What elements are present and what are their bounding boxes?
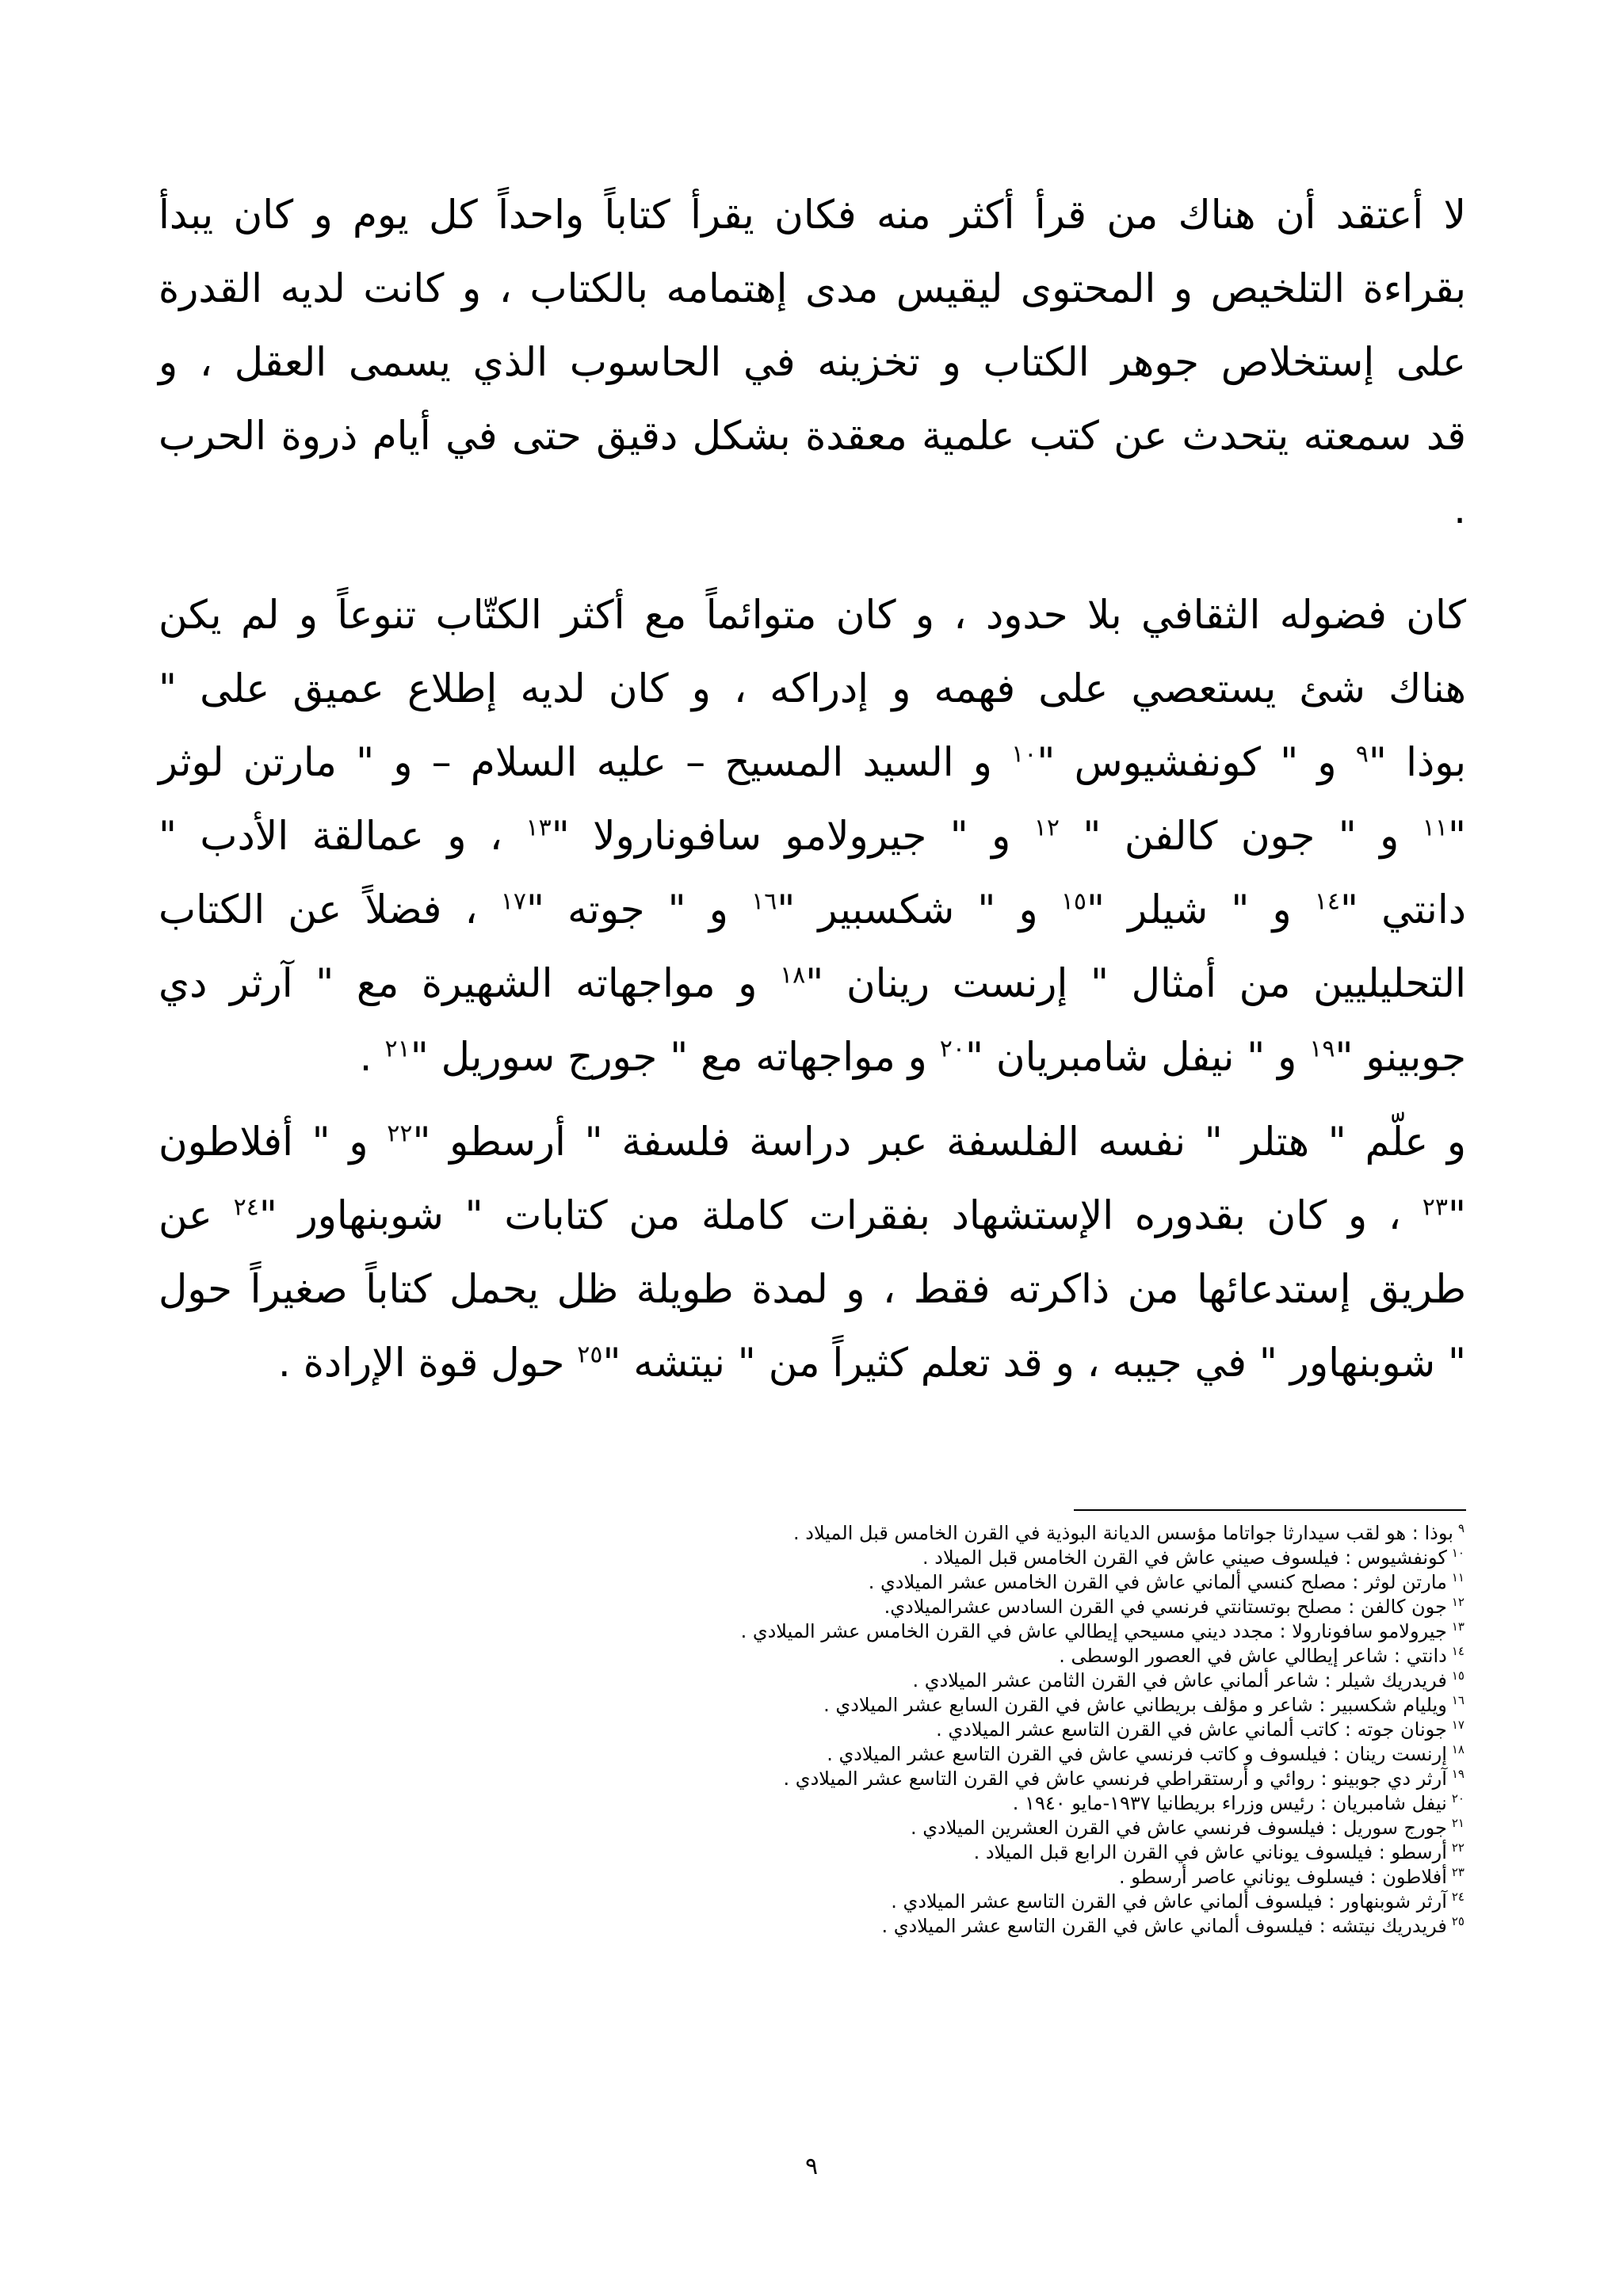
- footnote-text: كونفشيوس : فيلسوف صيني عاش في القرن الخامس قبل الميلاد .: [922, 1547, 1447, 1569]
- footnote-number: ١٨: [1451, 1742, 1465, 1756]
- footnote-text: جورج سوريل : فيلسوف فرنسي عاش في القرن العشرين الميلادي .: [911, 1817, 1447, 1839]
- footnote-marker: ٩: [1355, 740, 1369, 769]
- footnote-number: ١٦: [1451, 1693, 1465, 1707]
- paragraph-line: كان فضوله الثقافي بلا حدود ، و كان متوائماً مع أكثر الكتّاب تنوعاً و لم يكن: [158, 592, 1466, 638]
- footnote-text: مارتن لوثر : مصلح كنسي ألماني عاش في القرن الخامس عشر الميلادي .: [868, 1571, 1447, 1593]
- footnote-text: جون كالفن : مصلح بوتستانتي فرنسي في القرن السادس عشرالميلادي.: [884, 1596, 1447, 1618]
- footnote-marker: ٢٣: [1422, 1193, 1448, 1222]
- footnote-text: ويليام شكسبير : شاعر و مؤلف بريطاني عاش في القرن السابع عشر الميلادي .: [823, 1694, 1447, 1716]
- footnote-item: [434, 1669, 1465, 1693]
- footnote-marker: ٢١: [384, 1035, 411, 1063]
- paragraph-line: "$^{١١}$ و " جون كالفن " $^{١٢}$ و " جيرولامو سافونارولا "$^{١٣}$ ، و عمالقة الأدب ": [158, 813, 1466, 859]
- footnote-text: أفلاطون : فيسلوف يوناني عاصر أرسطو .: [1118, 1866, 1447, 1888]
- paragraph-1: [158, 178, 1466, 547]
- footnote-text: جيرولامو سافونارولا : مجدد ديني مسيحي إيطالي عاش في القرن الخامس عشر الميلادي .: [740, 1620, 1447, 1642]
- paragraph-line: "$^{٢٣}$ ، و كان بقدوره الإستشهاد بفقرات كاملة من كتابات " شوبنهاور "$^{٢٤}$ عن: [158, 1192, 1466, 1238]
- paragraph-line: التحليليين من أمثال " إرنست رينان "$^{١٨}$ و مواجهاته الشهيرة مع " آرثر دي: [158, 960, 1466, 1006]
- footnote-marker: ٢٥: [577, 1341, 603, 1369]
- footnote-item: [434, 1816, 1465, 1840]
- paragraph-line: هناك شئ يستعصي على فهمه و إدراكه ، و كان لديه إطلاع عميق على ": [158, 666, 1466, 711]
- footnote-marker: ١٤: [1314, 887, 1341, 916]
- paragraph-line: دانتي "$^{١٤}$ و " شيلر "$^{١٥}$ و " شكسبير "$^{١٦}$ و " جوته "$^{١٧}$ ، فضلاً عن الكتاب: [158, 887, 1466, 933]
- footnote-number: ١٠: [1451, 1546, 1465, 1560]
- footnote-number: ٢٥: [1451, 1914, 1465, 1928]
- footnote-text: آرثر شوبنهاور : فيلسوف ألماني عاش في القرن التاسع عشر الميلادي .: [891, 1890, 1447, 1913]
- footnote-marker: ١٢: [1033, 814, 1060, 842]
- footnote-marker: ١٠: [1011, 740, 1037, 769]
- footnote-number: ٢٢: [1451, 1840, 1465, 1855]
- footnote-item: [434, 1644, 1465, 1669]
- paragraph-line: قد سمعته يتحدث عن كتب علمية معقدة بشكل دقيق حتى في أيام ذروة الحرب: [158, 413, 1466, 459]
- paragraph-line: .: [1453, 486, 1466, 532]
- footnote-item: [434, 1521, 1465, 1546]
- footnote-item: [434, 1890, 1465, 1914]
- footnote-number: ٢٤: [1451, 1890, 1465, 1904]
- footnote-item: [434, 1619, 1465, 1644]
- paragraph-line: جوبينو "$^{١٩}$ و " نيفل شامبريان "$^{٢٠}$ و مواجهاته مع " جورج سوريل "$^{٢١}$ .: [359, 1034, 1466, 1080]
- footnote-text: بوذا : هو لقب سيدارثا جواتاما مؤسس الديانة البوذية في القرن الخامس قبل الميلاد .: [793, 1522, 1453, 1544]
- paragraph-line: بقراءة التلخيص و المحتوى ليقيس مدى إهتمامه بالكتاب ، و كانت لديه القدرة: [158, 265, 1466, 311]
- paragraph-line: لا أعتقد أن هناك من قرأ أكثر منه فكان يقرأ كتاباً واحداً كل يوم و كان يبدأ: [158, 192, 1466, 238]
- footnotes-list: [434, 1521, 1465, 1939]
- footnote-item: [434, 1546, 1465, 1570]
- paragraph-line: و علّم " هتلر " نفسه الفلسفة عبر دراسة فلسفة " أرسطو "$^{٢٢}$ و " أفلاطون: [158, 1119, 1466, 1165]
- paragraph-3: [158, 1105, 1466, 1400]
- footnote-marker: ١١: [1422, 814, 1448, 842]
- footnote-number: ١٤: [1451, 1644, 1465, 1658]
- footnote-number: ١٢: [1451, 1595, 1465, 1609]
- paragraph-2: [158, 578, 1466, 1094]
- footnote-marker: ١٦: [751, 887, 777, 916]
- footnote-text: دانتي : شاعر إيطالي عاش في العصور الوسطى .: [1059, 1645, 1447, 1667]
- footnote-marker: ٢٤: [233, 1193, 259, 1222]
- footnote-item: [434, 1840, 1465, 1865]
- footnote-separator: [1074, 1509, 1466, 1511]
- footnote-marker: ١٥: [1060, 887, 1087, 916]
- footnote-text: نيفل شامبريان : رئيس وزراء بريطانيا ١٩٣٧-مايو ١٩٤٠ .: [1012, 1792, 1447, 1814]
- paragraph-line: على إستخلاص جوهر الكتاب و تخزينه في الحاسوب الذي يسمى العقل ، و: [158, 339, 1466, 385]
- footnote-text: فريدريك شيلر : شاعر ألماني عاش في القرن الثامن عشر الميلادي .: [912, 1669, 1447, 1691]
- paragraph-line: طريق إستدعائها من ذاكرته فقط ، و لمدة طويلة ظل يحمل كتاباً صغيراً حول: [158, 1266, 1466, 1312]
- footnote-number: ٢٠: [1451, 1791, 1465, 1806]
- footnote-text: أرسطو : فيلسوف يوناني عاش في القرن الرابع قبل الميلاد .: [973, 1841, 1447, 1863]
- footnote-item: [434, 1595, 1465, 1619]
- footnote-number: ١١: [1451, 1570, 1465, 1585]
- footnote-marker: ١٣: [525, 814, 552, 842]
- paragraph-line: " شوبنهاور " في جيبه ، و قد تعلم كثيراً من " نيتشه "$^{٢٥}$ حول قوة الإرادة .: [277, 1340, 1466, 1386]
- footnote-text: إرنست رينان : فيلسوف و كاتب فرنسي عاش في القرن التاسع عشر الميلادي .: [827, 1743, 1447, 1765]
- footnote-item: [434, 1865, 1465, 1890]
- paragraph-line: بوذا "$^٩$ و " كونفشيوس "$^{١٠}$ و السيد المسيح – عليه السلام – و " مارتن لوثر: [158, 739, 1466, 785]
- footnote-item: [434, 1767, 1465, 1791]
- footnote-number: ١٧: [1451, 1718, 1465, 1732]
- footnote-marker: ١٩: [1309, 1035, 1335, 1063]
- footnote-number: ٩: [1457, 1521, 1465, 1535]
- footnote-text: آرثر دي جوبينو : روائي و أرستقراطي فرنسي عاش في القرن التاسع عشر الميلادي .: [783, 1768, 1447, 1790]
- footnote-item: [434, 1693, 1465, 1718]
- footnote-marker: ٢٢: [387, 1119, 413, 1148]
- footnote-item: [434, 1570, 1465, 1595]
- footnote-marker: ١٨: [780, 961, 806, 990]
- footnote-marker: ١٧: [500, 887, 526, 916]
- footnote-number: ١٥: [1451, 1669, 1465, 1683]
- footnote-number: ١٣: [1451, 1619, 1465, 1634]
- footnote-text: فريدريك نيتشه : فيلسوف ألماني عاش في القرن التاسع عشر الميلادي .: [881, 1915, 1447, 1937]
- page-number: ٩: [804, 2153, 819, 2180]
- footnote-number: ٢٣: [1451, 1865, 1465, 1879]
- footnote-item: [434, 1914, 1465, 1939]
- footnote-item: [434, 1791, 1465, 1816]
- footnote-item: [434, 1718, 1465, 1742]
- footnote-text: جونان جوته : كاتب ألماني عاش في القرن التاسع عشر الميلادي .: [936, 1718, 1447, 1741]
- footnote-number: ٢١: [1451, 1816, 1465, 1830]
- footnote-number: ١٩: [1451, 1767, 1465, 1781]
- footnote-item: [434, 1742, 1465, 1767]
- footnote-marker: ٢٠: [939, 1035, 965, 1063]
